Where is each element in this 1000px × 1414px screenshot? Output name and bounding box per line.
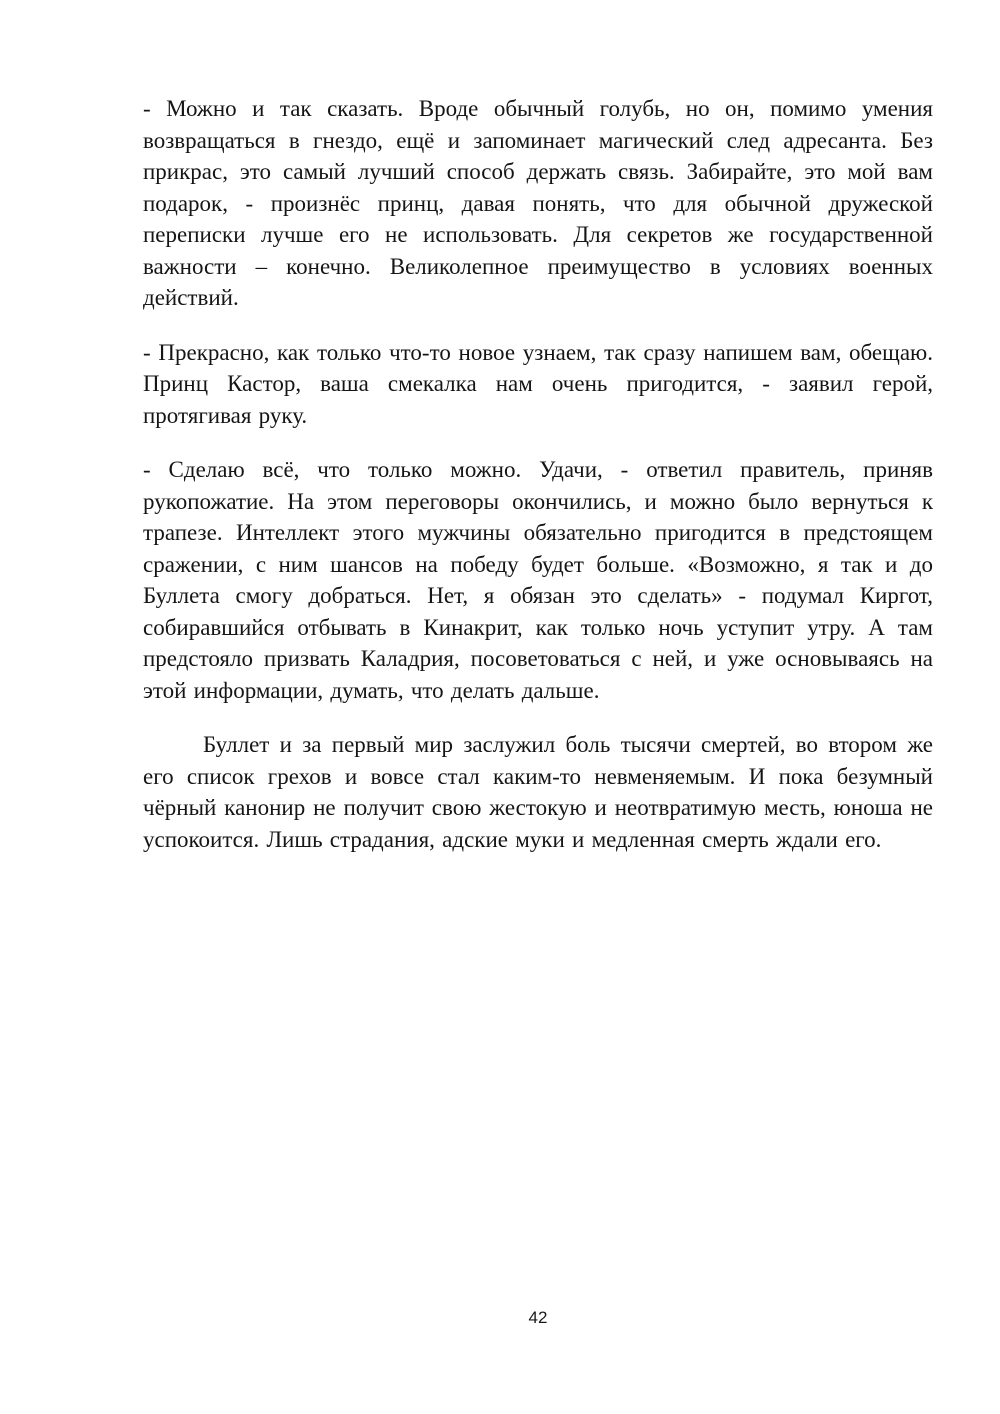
paragraph-narrative: Буллет и за первый мир заслужил боль тысячи смертей, во втором же его список грехов и вовсе стал каким-то невменяемым. И пока безумный чёрный канонир не получит свою жестокую и неотвратимую месть, юноша не успокоится. Лишь страдания, адские муки и медленная смерть ждали его. xyxy=(143,732,933,852)
paragraph-dialogue-3: - Сделаю всё, что только можно. Удачи, - ответил правитель, приняв рукопожатие. На этом переговоры окончились, и можно было вернуться к трапезе. Интеллект этого мужчины обязательно пригодится в предстоящем сражении, с ним шансов на победу будет больше. «Возможно, я так и до Буллета смогу добраться. Нет, я обязан это сделать» - подумал Киргот, собиравшийся отбывать в Кинакрит, как только ночь уступит утру. А там предстояло призвать Каладрия, посоветоваться с ней, и уже основываясь на этой информации, думать, что делать дальше. xyxy=(143,457,933,703)
paragraph-dialogue-2: - Прекрасно, как только что-то новое узнаем, так сразу напишем вам, обещаю. Принц Кастор, ваша смекалка нам очень пригодится, - заявил герой, протягивая руку. xyxy=(143,339,933,428)
page-number: 42 xyxy=(528,1308,548,1327)
text-block xyxy=(143,93,933,878)
paragraph-dialogue-1: - Можно и так сказать. Вроде обычный голубь, но он, помимо умения возвращаться в гнездо, ещё и запоминает магический след адресанта. Без прикрас, это самый лучший способ держать связь. Забирайте, это мой вам подарок, - произнёс принц, давая понять, что для обычной дружеской переписки лучше его не использовать. Для секретов же государственной важности – конечно. Великолепное преимущество в условиях военных действий. xyxy=(143,96,933,310)
